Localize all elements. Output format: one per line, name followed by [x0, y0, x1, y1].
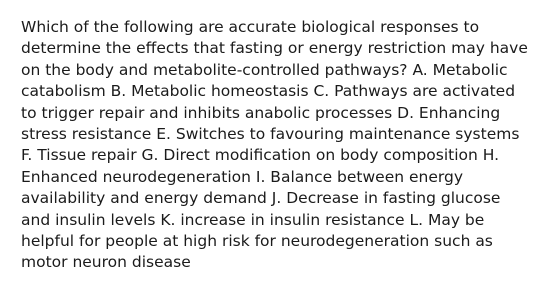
question-text: Which of the following are accurate biological responses to determine the effects that fasting or energy restriction may have on the body and metabolite-controlled pathways? A. Metabolic catabolism B. Metabolic homeostasis C. Pathways are activated to trigger repair and inhibits anabolic processes D. Enhancing stress resistance E. Switches to favouring maintenance systems F. Tissue repair G. Direct modification on body composition H. Enhanced neurodegeneration I. Balance between energy availability and energy demand J. Decrease in fasting glucose and insulin levels K. increase in insulin resistance L. May be helpful for people at high risk for neurodegeneration such as motor neuron disease: [21, 18, 528, 272]
